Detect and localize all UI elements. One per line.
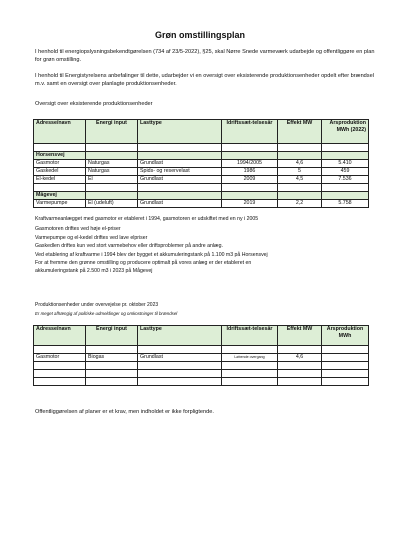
cell-loadtype: Grundlast [138,200,222,208]
cell-loadtype: Grundlast [138,354,222,362]
planned-units-table [33,325,369,386]
col-header-loadtype: Lasttype [138,326,222,346]
col-header-address: Adresse/navn [34,326,86,346]
cell-year: 1986 [222,168,278,176]
section-row-horsensvej [34,152,369,160]
notes-block [35,215,380,276]
intro-paragraph-2: I henhold til Energistyrelsens anbefalinger til dette, udarbejder vi en oversigt over eksisterende produktionsenheder opdelt efter brændsel m.v. samt en oversigt over planlagte produktionsenheder. [35,73,374,87]
cell-energy: El [86,176,138,184]
cell-energy: Biogas [86,354,138,362]
table-header-row [34,326,369,346]
table-row [34,362,369,370]
section-label: Horsensvej [34,152,86,160]
note-line: Ved etablering af kraftvarme i 1994 blev der bygget et akkumuleringstank på 1.100 m3 på Horsensvej [35,251,268,258]
intro-paragraph-1: I henhold til energiopslysningsbekendtgørelsen (734 af 23/5-2022), §25, skal Nørre Snede varmeværk udarbejde og offentliggøre en plan for grøn omstilling. [35,49,375,63]
table-spacer-row [34,144,369,152]
section-label: Mågevej [34,192,86,200]
col-header-effect: Effekt MW [278,120,322,144]
col-header-production: Årsproduktion MWh [322,326,369,346]
note-line: Gasmotoren driftes ved høje el-priser [35,226,121,233]
cell-name: Gaskedel [34,168,86,176]
planned-units-subheading: Er meget afhængig af politiske udmeldinger og omkostninger til brændsel [35,311,178,316]
cell-year: 1994/2005 [222,160,278,168]
table-spacer-row [34,184,369,192]
col-header-loadtype: Lasttype [138,120,222,144]
cell-production: 5.758 [322,200,369,208]
note-line: Varmepumpe og el-kedel driftes ved lave elpriser [35,234,148,241]
page-title: Grøn omstillingsplan [154,30,245,40]
cell-production: 5.410 [322,160,369,168]
col-header-energy: Energi input [86,120,138,144]
note-line: Kraftvarmeanlægget med gasmotor er etableret i 1994, gasmotoren er udskiftet med en ny i 2005 [35,216,259,222]
table-spacer-row [34,346,369,354]
existing-units-heading: Oversigt over eksisterende produktionsenheder [35,101,153,107]
cell-effect: 2,2 [278,200,322,208]
table-row [34,370,369,378]
note-line: akkumuleringstank på 2.500 m3 i 2023 på Mågevej [35,268,153,275]
col-header-address: Adresse/navn [34,120,86,144]
cell-effect: 4,6 [278,354,322,362]
cell-name: Varmepumpe [34,200,86,208]
cell-effect: 4,5 [278,176,322,184]
cell-energy: El (udeluft) [86,200,138,208]
col-header-production: Årsproduktion MWh (2022) [322,120,369,144]
planned-units-heading: Produktionsenheder under overvejelse pr. oktober 2023 [35,302,159,308]
cell-energy: Naturgas [86,160,138,168]
cell-year: 2009 [222,176,278,184]
col-header-energy: Energi input [86,326,138,346]
cell-production [322,354,369,362]
cell-name: El-kedel [34,176,86,184]
col-header-effect: Effekt MW [278,326,322,346]
section-row-maagevej [34,192,369,200]
table-row [34,354,369,362]
existing-units-table [33,119,369,208]
table-row [34,168,369,176]
note-line: Gaskedlen driftes kun ved stort varmebehov eller driftsproblemer på andre anlæg. [35,243,223,250]
table-row [34,200,369,208]
note-line: For at fremme den grønne omstilling og producere optimalt på vores anlæg er der etableret en [35,260,252,267]
table-row [34,378,369,386]
cell-energy: Naturgas [86,168,138,176]
cell-production: 7.536 [322,176,369,184]
cell-effect: 4,6 [278,160,322,168]
table-row [34,160,369,168]
cell-name: Gasmotor [34,160,86,168]
cell-year: Løbende overgang [222,354,278,362]
cell-name: Gasmotor [34,354,86,362]
cell-effect: 5 [278,168,322,176]
cell-loadtype: Spids- og reservelast [138,168,222,176]
cell-loadtype: Grundlast [138,176,222,184]
cell-loadtype: Grundlast [138,160,222,168]
footer-note: Offentliggørelsen af planer er et krav, men indholdet er ikke forpligtende. [35,409,214,415]
cell-year: 2019 [222,200,278,208]
table-row [34,176,369,184]
col-header-year: Idriftssæt-telsesår [222,120,278,144]
col-header-year: Idriftssæt-telsesår [222,326,278,346]
table-header-row [34,120,369,144]
cell-production: 459 [322,168,369,176]
